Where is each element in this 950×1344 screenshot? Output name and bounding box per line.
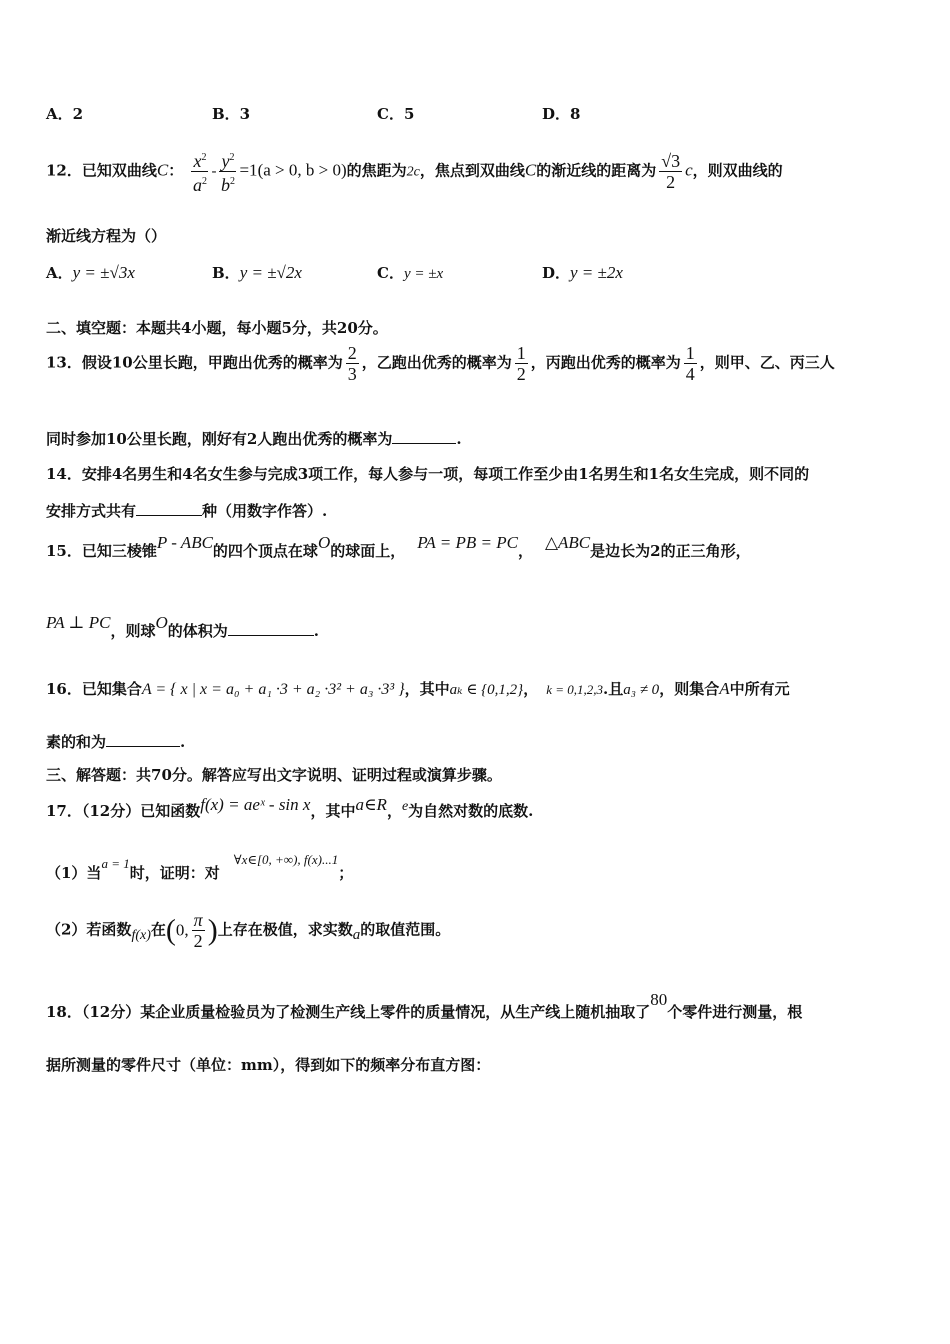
question-16: 16．已知集合A = { x | x = a₀ + a₁ ·3 + a₂ ·3² + a₃ ·3³ }，其中aₖ ∈ {0,1,2}， k = 0,1,2,3.且a₃ ≠ 0，则集合A中所有元 <box>46 679 790 698</box>
option-d: D．8 <box>542 105 581 123</box>
fraction-2-3: $\frac{2}{3}$ <box>347 343 357 384</box>
question-12-line2: 渐近线方程为（） <box>46 227 167 245</box>
q12-option-a: A．y = ±√3x <box>46 263 135 282</box>
fraction-1-4: $\frac{1}{4}$ <box>685 343 695 384</box>
question-17: 17．（12分）已知函数f(x) = aeˣ - sin x，其中a∈R，e为自然对数的底数. <box>46 795 534 820</box>
answer-blank[interactable] <box>136 501 202 516</box>
answer-blank[interactable] <box>392 429 456 444</box>
fraction-y2-b2: $\frac{y^2}{b^2}$ <box>219 148 236 195</box>
question-13-line2: 同时参加10公里长跑，刚好有2人跑出优秀的概率为 . <box>46 430 462 448</box>
fraction-sqrt3-2: $\frac{√3}{2}$ <box>661 151 681 192</box>
option-b: B．3 <box>212 105 251 123</box>
answer-blank[interactable] <box>228 621 314 636</box>
question-15: 15．已知三棱锥P - ABC的四个顶点在球O的球面上， PA = PB = PC， △ABC是边长为2的正三角形， <box>46 533 751 560</box>
q12-option-c: C．y = ±x <box>377 264 444 282</box>
question-17-part-2: （2）若函数f(x)在(0, $\frac{\pi}{2}$ )上存在极值，求实数a的取值范围。 <box>46 910 451 951</box>
question-14: 14．安排4名男生和4名女生参与完成3项工作，每人参与一项，每项工作至少由1名男生和1名女生完成，则不同的 <box>46 465 810 483</box>
section-3-heading: 三、解答题：共70分。解答应写出文字说明、证明过程或演算步骤。 <box>46 766 502 784</box>
fraction-pi-2: $\frac{\pi}{2}$ <box>193 910 203 951</box>
answer-blank[interactable] <box>106 732 180 747</box>
q12-option-d: D．y = ±2x <box>542 263 623 282</box>
question-17-part-1: （1）当a = 1时，证明：对∀x∈[0, +∞), f(x)...1； <box>46 852 354 882</box>
option-c: C．5 <box>377 105 415 123</box>
question-15-line2: PA ⊥ PC，则球O的体积为 . <box>46 613 320 640</box>
fraction-x2-a2: $\frac{x^2}{a^2}$ <box>191 148 208 195</box>
option-a: A．2 <box>46 105 84 123</box>
fraction-1-2: $\frac{1}{2}$ <box>516 343 526 384</box>
question-16-line2: 素的和为 . <box>46 733 186 751</box>
question-13: 13．假设10公里长跑，甲跑出优秀的概率为 $\frac{2}{3}$ ，乙跑出优秀的概率为 $\frac{1}{2}$ ，丙跑出优秀的概率为 $\frac{1}{4}$ ，则甲、乙、丙三人 <box>46 343 835 384</box>
question-14-line2: 安排方式共有 种（用数字作答）. <box>46 502 328 520</box>
question-12: 12．已知双曲线C： $\frac{x^2}{a^2}$ - $\frac{y^2}{b^2}$ =1(a > 0, b > 0)的焦距为2c，焦点到双曲线C的渐近线的距离为 $\frac{√3}{2}$ c，则双曲线的 <box>46 148 783 195</box>
section-2-heading: 二、填空题：本题共4小题，每小题5分，共20分。 <box>46 319 388 337</box>
q12-option-b: B．y = ±√2x <box>212 263 302 282</box>
question-18-line2: 据所测量的零件尺寸（单位：mm），得到如下的频率分布直方图： <box>46 1056 491 1074</box>
question-18: 18．（12分）某企业质量检验员为了检测生产线上零件的质量情况，从生产线上随机抽取了80个零件进行测量，根 <box>46 990 803 1021</box>
